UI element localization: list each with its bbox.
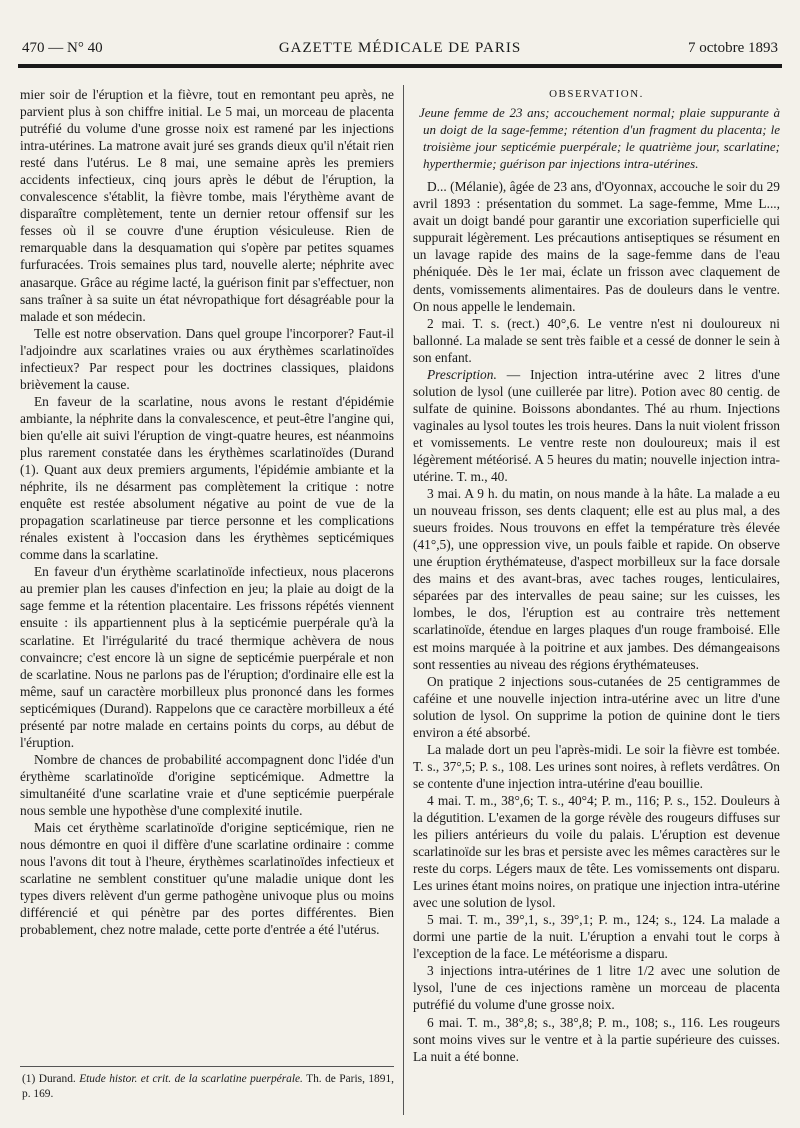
right-column — [413, 86, 780, 1065]
paragraph: 5 mai. T. m., 39°,1, s., 39°,1; P. m., 124; s., 124. La malade a dormi une partie de la nuit. L'éruption a envahi tout le corps à l'exception de la face. Le météorisme a disparu. — [413, 912, 780, 962]
paragraph: 2 mai. T. s. (rect.) 40°,6. Le ventre n'est ni douloureux ni ballonné. La malade se sent très faible et a cessé de donner le sein à son enfant. — [413, 315, 780, 365]
issue-date: 7 octobre 1893 — [688, 40, 778, 56]
paragraph: 4 mai. T. m., 38°,6; T. s., 40°4; P. m., 116; P. s., 152. Douleurs à la dégutition. L'examen de la gorge révèle des rougeurs diffuses sur les piliers antérieurs du voile du palais. L'éruption est devenue scarlatinoïde sur les bras et persiste avec les mêmes caractères sur le reste du corps. Légers maux de tête. Les vomissements ont disparu. Les urines étant moins noires, on pratique une injection intra-utérine avec une solution de lysol. — [413, 792, 780, 911]
paragraph: En faveur d'un érythème scarlatinoïde infectieux, nous placerons au premier plan les causes d'infection en jeu; la plaie au doigt de la sage femme et la rétention placentaire. Les frissons répétés viennent ensuite : ils appartiennent plus à la septicémie puerpérale qu'à la scarlatine. Et l'irrégularité du tracé thermique achèvera de nous convaincre; c'est encore là un signe de septicémie puerpérale et non de scarlatine. Nous ne parlons pas de l'éruption; d'ordinaire elle est la même, sauf un caractère morbilleux plus prononcé dans les formes septicémiques (Durand). Rappelons que ce caractère morbilleux a été présenté par notre malade en certains points du corps, au début de l'éruption. — [20, 564, 394, 750]
paragraph: Nombre de chances de probabilité accompagnent donc l'idée d'un érythème scarlatinoïde d'origine septicémique. Admettre la simultanéité d'une scarlatine vraie et d'une septicémie puerpérale nous semble une hypothèse d'une complexité inutile. — [20, 751, 394, 818]
footnote-marker: (1) Durand. — [22, 1073, 76, 1085]
paragraph: 3 injections intra-utérines de 1 litre 1/2 avec une solution de lysol, l'une de ces injections ramène un morceau de placenta putréfié du volume d'une grosse noix. — [413, 963, 780, 1013]
observation-heading: OBSERVATION. — [549, 88, 644, 100]
paragraph: mier soir de l'éruption et la fièvre, tout en remontant peu après, ne parvient plus à son chiffre initial. Le 5 mai, un morceau de placenta putréfié du volume d'une grosse noix est ramené par les injections intra-utérines. La matrone avait juré ses grands dieux qu'il n'était rien resté dans l'utérus. Le 8 mai, une semaine après les premiers accidents infectieux, cinq jours après le début de l'éruption, la convalescence s'établit, la fièvre tombe, mais l'érythème avant de disparaître complètement, tente un dernier retour offensif sur les fesses où il se couvre d'une éruption vésiculeuse. Rien de remarquable dans la desquamation qui s'opère par petites squames furfuracées. Trois semaines plus tard, nouvelle alerte; néphrite avec anasarque. Grâce au régime lacté, la guérison finit par s'effectuer, non sans traîner à sa suite un état névropathique fort désagréable pour la malade et son médecin. — [20, 87, 394, 324]
left-column — [20, 86, 394, 938]
prescription-paragraph — [413, 366, 780, 485]
page-header — [22, 40, 778, 62]
column-divider — [403, 85, 404, 1115]
paragraph: D... (Mélanie), âgée de 23 ans, d'Oyonnax, accouche le soir du 29 avril 1893 : présentation du sommet. La sage-femme, Mme L..., avait un doigt bandé pour garantir une excoriation superficielle qui suppurait légèrement. Les précautions antiseptiques se résument en un lavage rapide des mains de la sage-femme dans de l'eau phéniquée. Dès le 1er mai, éclate un frisson avec claquement de dents, vomissements alimentaires. Pas de douleurs dans le ventre. On nous appelle le lendemain. — [413, 179, 780, 314]
journal-title: GAZETTE MÉDICALE DE PARIS — [278, 40, 522, 56]
prescription-text: — Injection intra-utérine avec 2 litres d'une solution de lysol (une cuillerée par litre). Potion avec 80 centig. de sulfate de quinine. Boissons abondantes. Thé au rhum. Injections vaginales au lysol toutes les trois heures. Dans la nuit violent frisson et vomissements. Le ventre reste non douloureux; mais il est légèrement météorisé. A 5 heures du matin; nouvelle injection intra-utérine. T. m., 40. — [413, 366, 780, 485]
page-number: 470 — N° 40 — [22, 40, 103, 56]
footnote-title: Etude histor. et crit. de la scarlatine puerpérale. — [79, 1073, 303, 1085]
paragraph: La malade dort un peu l'après-midi. Le soir la fièvre est tombée. T. s., 37°,5; P. s., 108. Les urines sont noires, à reflets verdâtres. On se contente d'une injection intra-utérine d'eau bouillie. — [413, 741, 780, 791]
paragraph: On pratique 2 injections sous-cutanées de 25 centigrammes de caféine et une nouvelle injection intra-utérine avec un litre d'une solution de lysol. On supprime la potion de quinine dont le tiers environ a été absorbé. — [413, 673, 780, 740]
prescription-label: Prescription. — [427, 366, 497, 382]
paragraph: 6 mai. T. m., 38°,8; s., 38°,8; P. m., 108; s., 116. Les rougeurs sont moins vives sur le ventre et à la partie supérieure des cuisses. La nuit a été bonne. — [413, 1014, 780, 1064]
footnote — [22, 1072, 394, 1102]
header-rule — [18, 64, 782, 68]
case-summary: Jeune femme de 23 ans; accouchement normal; plaie suppurante à un doigt de la sage-femme; rétention d'un fragment du placenta; le troisième jour septicémie puerpérale; le quatrième jour, scarlatine; hyperthermie; guérison par injections intra-utérines. — [419, 105, 780, 172]
footnote-rest: Th. de Paris, 1891, p. 169. — [22, 1073, 394, 1100]
paragraph: 3 mai. A 9 h. du matin, on nous mande à la hâte. La malade a eu un nouveau frisson, ses dents claquent; elle est au plus mal, a des sueurs froides. Nous trouvons en effet la température très élevée (41°,5), une oppression vive, un pouls faible et rapide. On observe une éruption érythémateuse, d'aspect morbilleux sur la face dorsale des mains et des avant-bras, avec taches rouges, lenticulaires, séparées par des intervalles de peau saine; sur les cuisses, les lombes, le dos, l'éruption est au contraire très nettement scarlatinoïde, étendue en larges plaques d'un rouge framboisé. Elle est moins marquée à la poitrine et aux jambes. Des démangeaisons sont ressenties au niveau des régions érythémateuses. — [413, 486, 780, 672]
footnote-rule — [20, 1066, 394, 1067]
paragraph: En faveur de la scarlatine, nous avons le restant d'épidémie ambiante, la néphrite dans la convalescence, et peut-être l'angine qui, bien qu'elle ait suivi l'éruption de vingt-quatre heures, est néanmoins plus rarement constatée dans les érythèmes scarlatinoïdes (Durand (1). Quant aux deux premiers arguments, l'épidémie ambiante et la néphrite, ils ne désarment pas complètement la critique : notre enquête est restée absolument négative au point de vue de la propagation scarlatineuse par tierce personne et les complications rénales existent à l'occasion dans les érythèmes septicémiques comme dans la scarlatine. — [20, 393, 394, 563]
paragraph: Telle est notre observation. Dans quel groupe l'incorporer? Faut-il l'adjoindre aux scarlatines vraies ou aux érythèmes scarlatinoïdes infectieux? Par respect pour les doctrines classiques, plaidons brièvement la cause. — [20, 325, 394, 392]
paragraph: Mais cet érythème scarlatinoïde d'origine septicémique, rien ne nous démontre en quoi il diffère d'une scarlatine ordinaire : comme nous l'avons dit tout à l'heure, érythèmes scarlatinoïdes infectieux et scarlatine ne semblent constituer qu'une maladie unique dont les types divers relèvent d'un germe pathogène univoque plus ou moins différencié et qui pénètre par des portes différentes. Bien probablement, chez notre malade, cette porte d'entrée a été l'utérus. — [20, 820, 394, 938]
